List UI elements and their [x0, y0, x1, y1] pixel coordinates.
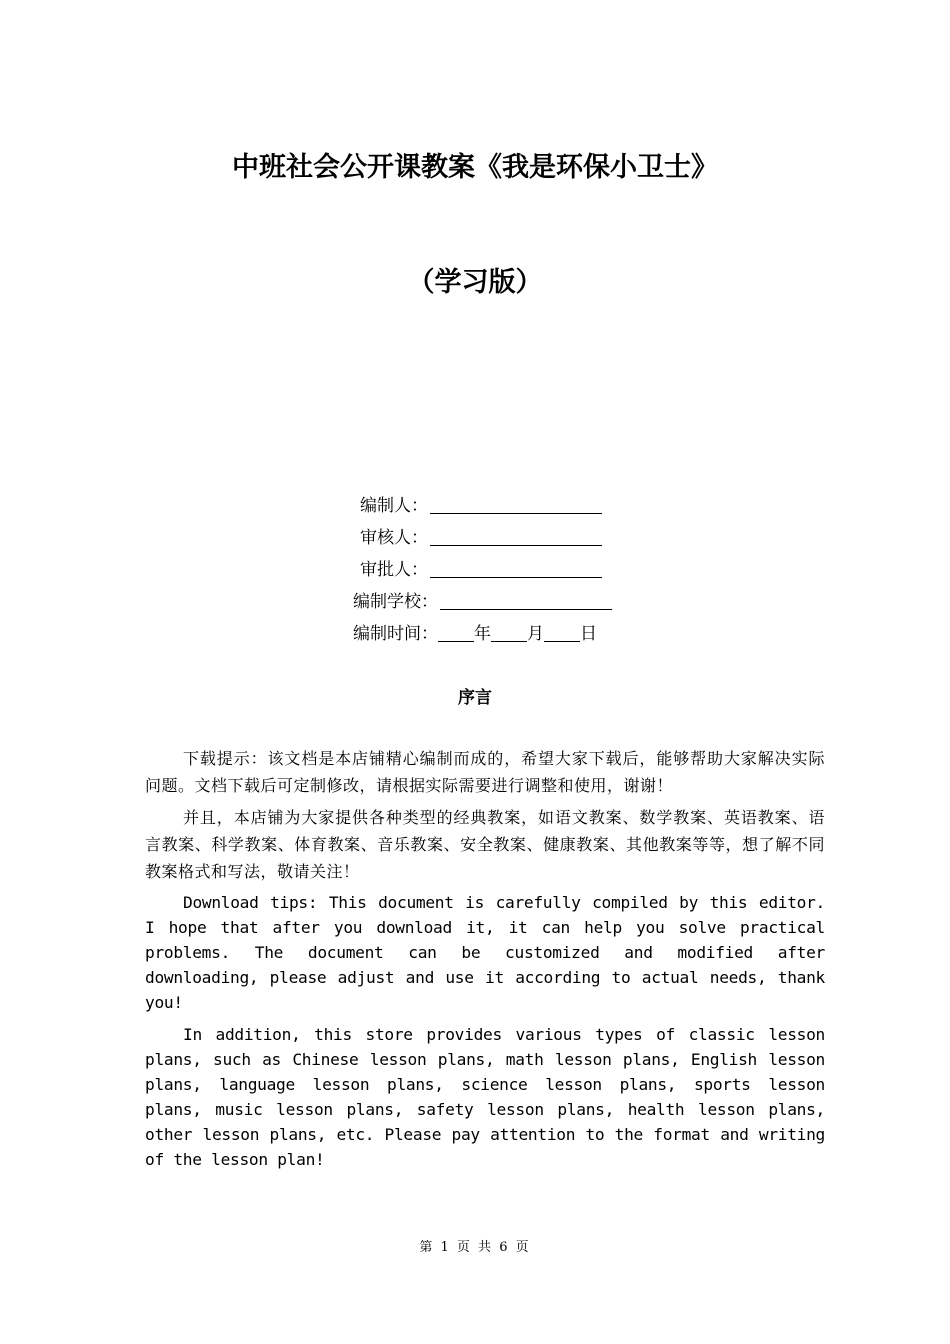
school-label: 编制学校： — [353, 592, 438, 612]
time-row — [330, 618, 650, 650]
school-row — [330, 586, 650, 618]
document-title: 中班社会公开课教案《我是环保小卫士》 — [232, 152, 718, 183]
reviewer-blank — [430, 527, 602, 546]
month-label: 月 — [527, 624, 544, 644]
editor-label: 编制人： — [360, 496, 428, 516]
preface-paragraph-en-2: In addition, this store provides various types of classic lesson plans, such as Chinese lesson plans, math lesson plans, English lesson plans, language lesson plans, science lesson plans, sports lesson plans, music lesson plans, safety lesson plans, health lesson plans, other lesson plans, etc. Please pay attention to the format and writing of the lesson plan! — [145, 1025, 825, 1169]
metadata-block — [330, 490, 650, 650]
approver-row — [330, 554, 650, 586]
preface-paragraph-cn-2: 并且，本店铺为大家提供各种类型的经典教案，如语文教案、数学教案、英语教案、语言教案、科学教案、体育教案、音乐教案、安全教案、健康教案、其他教案等等，想了解不同教案格式和写法，敬请关注！ — [145, 808, 825, 881]
time-label: 编制时间： — [353, 624, 438, 644]
year-blank — [438, 623, 474, 642]
day-label: 日 — [580, 624, 597, 644]
document-subtitle: （学习版） — [407, 267, 543, 298]
preface-paragraph-cn-1: 下载提示：该文档是本店铺精心编制而成的，希望大家下载后，能够帮助大家解决实际问题。文档下载后可定制修改，请根据实际需要进行调整和使用，谢谢！ — [145, 749, 825, 795]
day-blank — [544, 623, 580, 642]
editor-blank — [430, 495, 602, 514]
month-blank — [491, 623, 527, 642]
preface-body — [145, 745, 825, 1179]
editor-row — [330, 490, 650, 522]
preface-paragraph-en-1: Download tips: This document is carefully compiled by this editor. I hope that after you download it, it can help you solve practical problems. The document can be customized and modified after downloading, please adjust and use it according to actual needs, thank you! — [145, 893, 825, 1012]
reviewer-row — [330, 522, 650, 554]
approver-blank — [430, 559, 602, 578]
page-number-footer: 第 1 页 共 6 页 — [419, 1240, 531, 1255]
school-blank — [440, 591, 612, 610]
reviewer-label: 审核人： — [360, 528, 428, 548]
year-label: 年 — [474, 624, 491, 644]
approver-label: 审批人： — [360, 560, 428, 580]
preface-heading: 序言 — [458, 688, 492, 708]
